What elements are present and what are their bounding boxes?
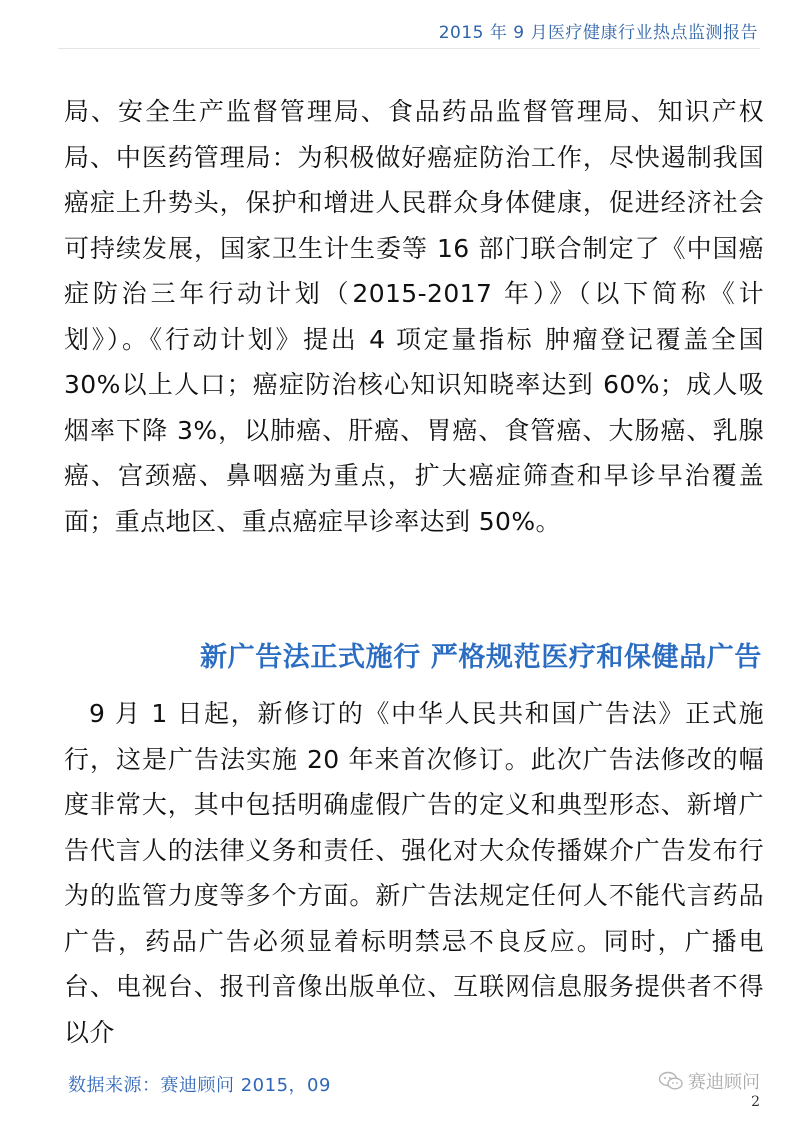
footer-logo	[658, 1068, 760, 1094]
wechat-icon	[658, 1071, 684, 1091]
body-paragraph-2: 9 月 1 日起，新修订的《中华人民共和国广告法》正式施行，这是广告法实施 20 年来首次修订。此次广告法修改的幅度非常大，其中包括明确虚假广告的定义和典型形态、新增广告代言人的法律义务和责任、强化对大众传播媒介广告发布行为的监管力度等多个方面。新广告法规定任何人不能代言药品广告，药品广告必须显着标明禁忌不良反应。同时，广播电台、电视台、报刊音像出版单位、互联网信息服务提供者不得以介	[64, 699, 764, 1047]
page-number: 2	[751, 1094, 760, 1110]
section-heading: 新广告法正式施行 严格规范医疗和保健品广告	[200, 642, 762, 674]
footer-data-source: 数据来源：赛迪顾问 2015，09	[68, 1075, 331, 1096]
body-paragraph-1: 局、安全生产监督管理局、食品药品监督管理局、知识产权局、中医药管理局：为积极做好癌症防治工作，尽快遏制我国癌症上升势头，保护和增进人民群众身体健康，促进经济社会可持续发展，国家卫生计生委等 16 部门联合制定了《中国癌症防治三年行动计划（2015-2017 年）》（以下简称《计划》）。《行动计划》提出 4 项定量指标 肿瘤登记覆盖全国 30%以上人口；癌症防治核心知识知晓率达到 60%；成人吸烟率下降 3%，以肺癌、肝癌、胃癌、食管癌、大肠癌、乳腺癌、宫颈癌、鼻咽癌为重点，扩大癌症筛查和早诊早治覆盖面；重点地区、重点癌症早诊率达到 50%。	[64, 97, 764, 536]
page-header-title: 2015 年 9 月医疗健康行业热点监测报告	[438, 23, 758, 43]
header-divider	[58, 48, 760, 49]
footer-logo-text: 赛迪顾问	[688, 1072, 760, 1093]
